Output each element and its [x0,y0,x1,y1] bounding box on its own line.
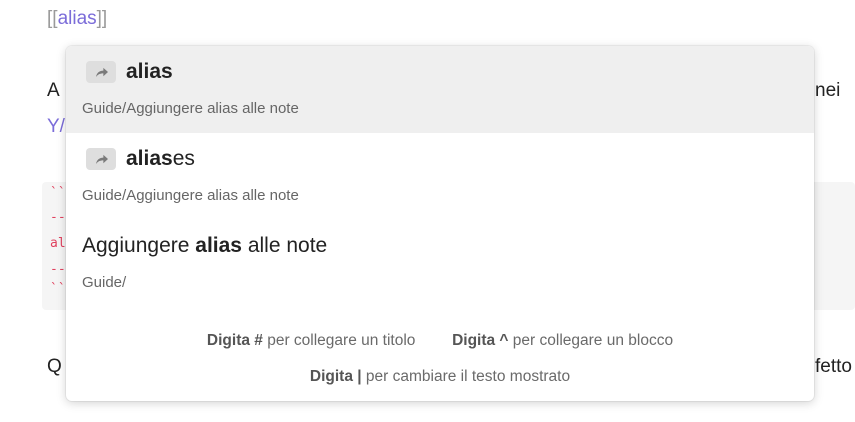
instruction-block-text: per collegare un blocco [512,332,674,349]
instructions-row [66,332,814,350]
suggestion-item[interactable] [66,220,814,307]
suggestion-rest: es [172,147,195,170]
code-line: -- [50,210,66,225]
bg-text-line1-end: nei [815,80,841,101]
bg-text-line2-start: Y/ [47,116,65,137]
suggestion-title [86,60,173,84]
suggestion-match: alias [195,234,242,257]
suggestion-path: Guide/Aggiungere alias alle note [82,187,299,204]
wikilink-input[interactable] [47,8,107,30]
suggestion-title [86,147,195,171]
link-suggestion-popup [66,46,814,401]
instruction-display-key: Digita | [309,368,362,385]
instruction-heading-key: Digita # [206,332,263,349]
code-line: `` [50,186,66,201]
link-close: ]] [96,8,108,29]
code-line: -- [50,262,66,277]
instructions-row [66,368,814,386]
suggestion-match: alias [126,60,173,83]
suggestion-prefix: Aggiungere [82,234,196,257]
suggestion-item[interactable] [66,133,814,220]
suggestion-path: Guide/Aggiungere alias alle note [82,100,299,117]
suggestion-match: alias [126,147,173,170]
bg-text-line1-start: A [47,80,60,101]
alias-arrow-icon [86,148,116,170]
bg-text-line3-end: fetto [815,356,852,377]
code-line: al [50,236,66,251]
instruction-display-text: per cambiare il testo mostrato [365,368,571,385]
link-open: [[ [47,8,58,29]
suggestion-path: Guide/ [82,274,127,291]
suggestion-item[interactable] [66,46,814,133]
link-query: alias [57,8,97,29]
instruction-heading-text: per collegare un titolo [267,332,416,349]
suggestion-rest: alle note [241,234,328,257]
suggestion-title [82,234,327,258]
code-line: `` [50,282,66,297]
alias-arrow-icon [86,61,116,83]
bg-text-line3-start: Q [47,356,62,377]
instruction-block-key: Digita ^ [452,332,509,349]
